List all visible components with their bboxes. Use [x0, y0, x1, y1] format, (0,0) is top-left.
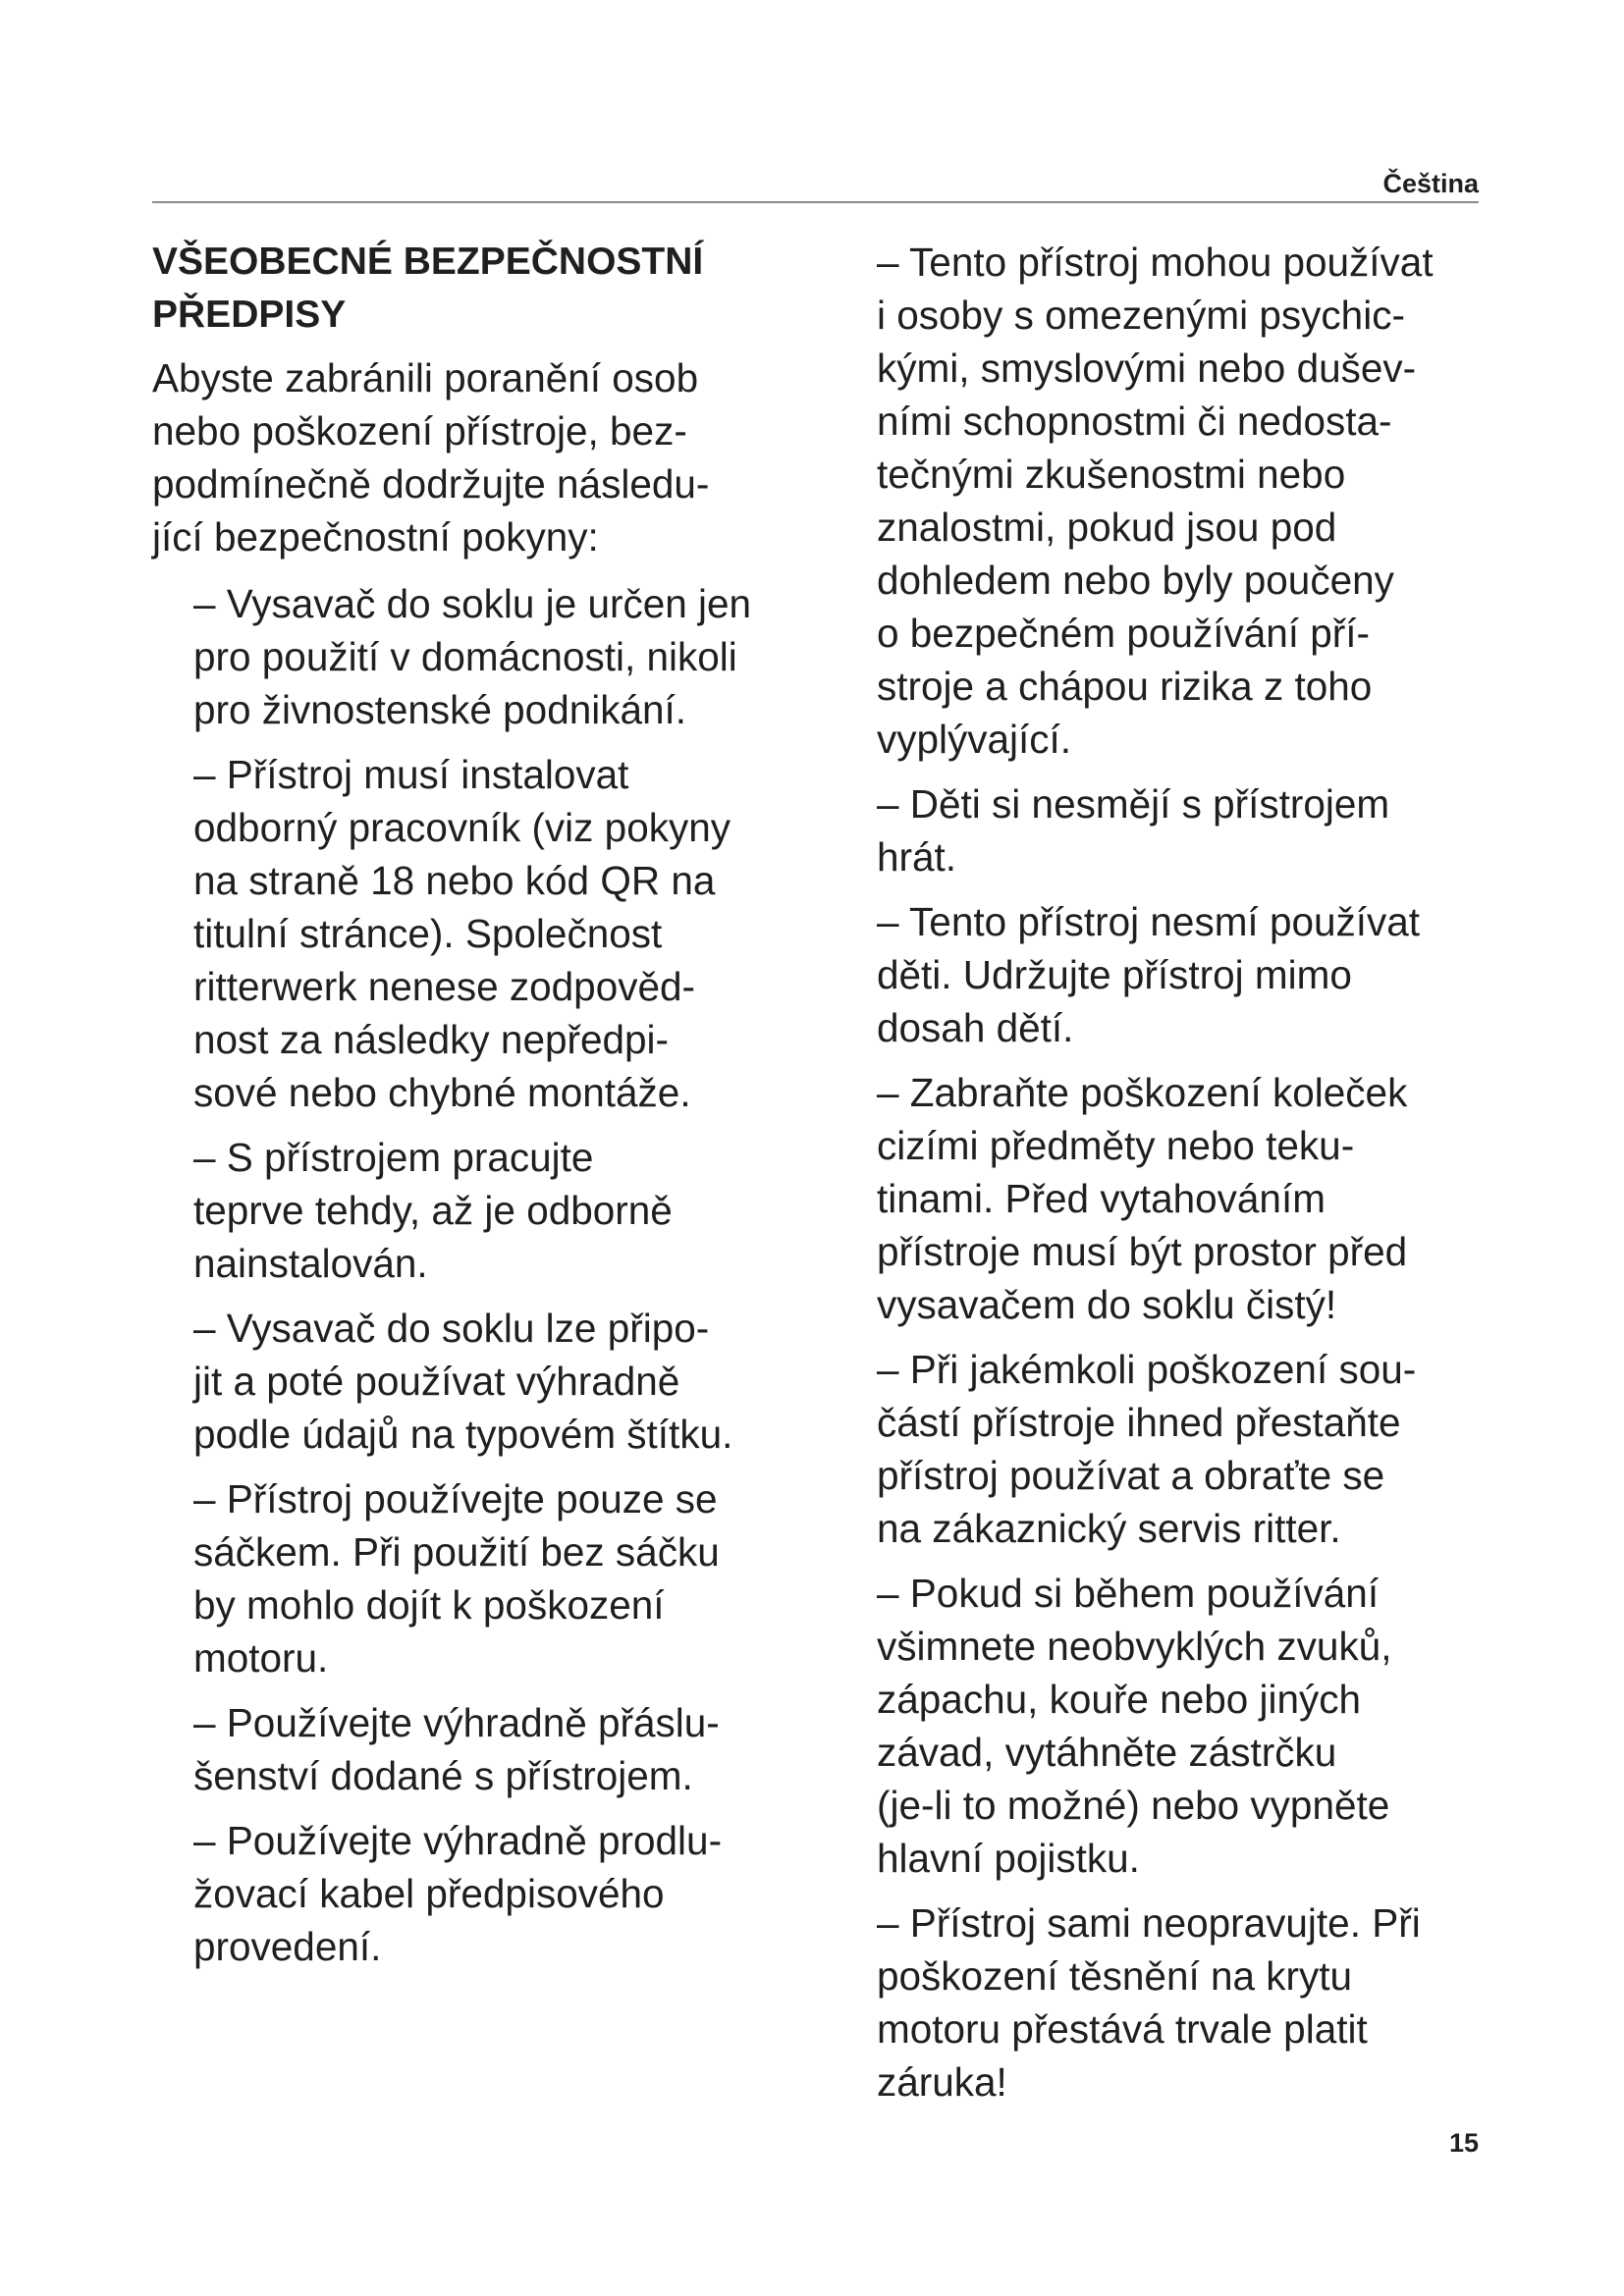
- list-item: – Tento přístroj nesmí používat děti. Udržujte přístroj mimo dosah dětí.: [877, 899, 1421, 1050]
- language-label: Čeština: [1382, 169, 1479, 198]
- list-item: – Vysavač do soklu lze připo- jit a poté používat výhradně podle údajů na typovém štítku.: [193, 1306, 733, 1457]
- section-title: VŠEOBECNÉ BEZPEČNOSTNÍ PŘEDPISY: [152, 240, 704, 336]
- list-item: – S přístrojem pracujte teprve tehdy, až je odborně nainstalován.: [193, 1135, 673, 1286]
- left-column: [152, 236, 839, 1985]
- list-item: – Používejte výhradně přáslu- šenství dodané s přístrojem.: [193, 1700, 720, 1798]
- list-item: – Přístroj musí instalovat odborný pracovník (viz pokyny na straně 18 nebo kód QR na titulní stránce). Společnost ritterwerk nenese zodpověd- nost za následky nepředpi- sové nebo chybné montáže.: [193, 752, 731, 1115]
- list-item: – Zabraňte poškození koleček cizími předměty nebo teku- tinami. Před vytahováním přístroje musí být prostor před vysavačem do soklu čistý!: [877, 1070, 1408, 1327]
- list-item: – Pokud si během používání všimnete neobvyklých zvuků, zápachu, kouře nebo jiných závad, vytáhněte zástrčku (je-li to možné) nebo vypněte hlavní pojistku.: [877, 1571, 1392, 1881]
- page-number: 15: [1448, 2128, 1479, 2158]
- intro-paragraph: Abyste zabránili poranění osob nebo poškození přístroje, bez- podmínečně dodržujte následu- jící bezpečnostní pokyny:: [152, 355, 710, 560]
- list-item: – Používejte výhradně prodlu- žovací kabel předpisového provedení.: [193, 1818, 723, 1969]
- list-item: – Děti si nesmějí s přístrojem hrát.: [877, 781, 1390, 880]
- safety-list-right: [877, 236, 1505, 2109]
- list-item: – Přístroj používejte pouze se sáčkem. Při použití bez sáčku by mohlo dojít k poškození motoru.: [193, 1476, 720, 1681]
- list-item: – Vysavač do soklu je určen jen pro použití v domácnosti, nikoli pro živnostenské podnikání.: [193, 581, 752, 732]
- list-item: – Tento přístroj mohou používat i osoby s omezenými psychic- kými, smyslovými nebo dušev- ními schopnostmi či nedosta- tečnými zkušenostmi nebo znalostmi, pokud jsou pod dohledem nebo byly poučeny o bezpečném používání pří- stroje a chápou rizika z toho vyplývající.: [877, 240, 1434, 762]
- header-divider: [152, 201, 1479, 203]
- safety-list-left: [152, 577, 839, 1973]
- right-column: [877, 236, 1505, 2120]
- list-item: – Při jakémkoli poškození sou- částí přístroje ihned přestaňte přístroj používat a obraťte se na zákaznický servis ritter.: [877, 1347, 1417, 1551]
- list-item: – Přístroj sami neopravujte. Při poškození těsnění na krytu motoru přestává trvale platit záruka!: [877, 1900, 1421, 2105]
